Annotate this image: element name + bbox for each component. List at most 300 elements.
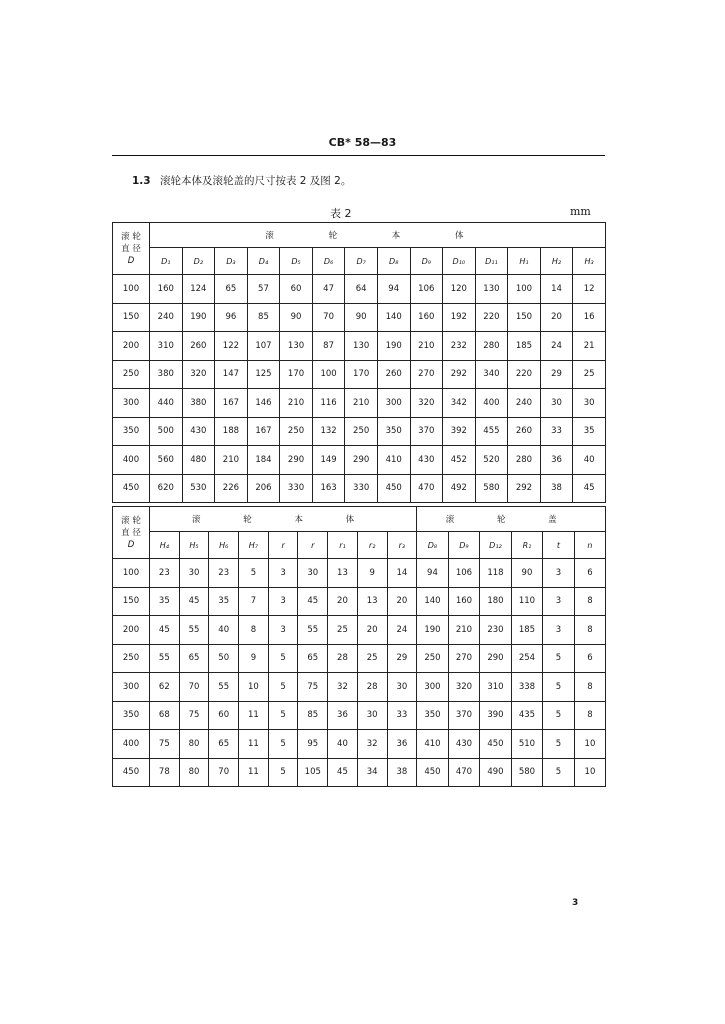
page-number: 3 (572, 898, 579, 908)
table-cell: 80 (179, 758, 209, 787)
table-cell: 167 (247, 417, 280, 446)
table-cell: 160 (448, 587, 480, 616)
table-row (113, 616, 606, 645)
row-diameter-cell: 250 (113, 360, 150, 389)
row-diameter-cell: 200 (113, 332, 150, 361)
row-diameter-cell: 300 (113, 673, 150, 702)
table-cell: 6 (574, 644, 606, 673)
table-cell: 250 (280, 417, 313, 446)
table-cell: 470 (448, 758, 480, 787)
table-cell: 78 (150, 758, 180, 787)
row-diameter-cell: 100 (113, 275, 150, 304)
table-cell: 370 (410, 417, 443, 446)
table-cell: 24 (387, 616, 417, 645)
table-cell: 450 (377, 474, 410, 503)
table-cell: 210 (345, 389, 378, 418)
table-cell: 5 (268, 673, 298, 702)
table-cell: 380 (150, 360, 183, 389)
table-cell: 292 (443, 360, 476, 389)
table-row (113, 332, 606, 361)
table-cell: 490 (480, 758, 512, 787)
table-cell: 30 (573, 389, 606, 418)
diameter-header (113, 223, 150, 275)
column-header: t (543, 532, 575, 559)
table-cell: 28 (328, 644, 358, 673)
column-header: D₉ (410, 248, 443, 275)
table-cell: 320 (410, 389, 443, 418)
table-cell: 185 (511, 616, 543, 645)
table-cell: 87 (312, 332, 345, 361)
table-cell: 118 (480, 559, 512, 588)
table-cell: 45 (573, 474, 606, 503)
table-cell: 70 (312, 303, 345, 332)
table-row (113, 389, 606, 418)
table-cell: 45 (298, 587, 328, 616)
table-cell: 250 (345, 417, 378, 446)
column-header: D₈ (377, 248, 410, 275)
table-cell: 60 (280, 275, 313, 304)
column-header: D₉ (448, 532, 480, 559)
table-cell: 62 (150, 673, 180, 702)
table-cell: 11 (239, 758, 269, 787)
section-intro (132, 173, 351, 188)
table-cell: 38 (540, 474, 573, 503)
table-cell: 57 (247, 275, 280, 304)
table-cell: 260 (377, 360, 410, 389)
diameter-header (113, 507, 150, 559)
table-cell: 480 (182, 446, 215, 475)
table-cell: 3 (543, 559, 575, 588)
column-header: D₅ (280, 248, 313, 275)
table-row (113, 559, 606, 588)
table-cell: 5 (268, 730, 298, 759)
table-cell: 185 (508, 332, 541, 361)
table-cell: 150 (508, 303, 541, 332)
table-row (113, 587, 606, 616)
table-cell: 30 (387, 673, 417, 702)
table-caption: 表 2 (330, 207, 352, 220)
table-cell: 170 (280, 360, 313, 389)
table-cell: 30 (179, 559, 209, 588)
table-cell: 47 (312, 275, 345, 304)
row-diameter-cell: 250 (113, 644, 150, 673)
table-cell: 36 (540, 446, 573, 475)
table-cell: 206 (247, 474, 280, 503)
table-cell: 5 (268, 758, 298, 787)
section-number: 1.3 (132, 175, 151, 187)
table-cell: 28 (357, 673, 387, 702)
row-diameter-cell: 150 (113, 303, 150, 332)
table-cell: 450 (480, 730, 512, 759)
table-cell: 392 (443, 417, 476, 446)
column-header: R₁ (511, 532, 543, 559)
table-cell: 40 (573, 446, 606, 475)
table-cell: 50 (209, 644, 239, 673)
table-cell: 430 (448, 730, 480, 759)
table-cell: 292 (508, 474, 541, 503)
table-cell: 55 (179, 616, 209, 645)
row-diameter-cell: 300 (113, 389, 150, 418)
table-cell: 20 (328, 587, 358, 616)
table-cell: 232 (443, 332, 476, 361)
table-cell: 580 (511, 758, 543, 787)
table-row (113, 701, 606, 730)
table-cell: 85 (247, 303, 280, 332)
table-cell: 12 (573, 275, 606, 304)
table-cell: 452 (443, 446, 476, 475)
table-cell: 160 (150, 275, 183, 304)
column-header: D₁₂ (480, 532, 512, 559)
table-cell: 64 (345, 275, 378, 304)
table-cell: 240 (150, 303, 183, 332)
table-cell: 160 (410, 303, 443, 332)
table-cell: 350 (377, 417, 410, 446)
table-cell: 11 (239, 730, 269, 759)
table-cell: 210 (280, 389, 313, 418)
table-cell: 300 (417, 673, 449, 702)
column-header: r₂ (357, 532, 387, 559)
table-cell: 130 (345, 332, 378, 361)
table-cell: 96 (215, 303, 248, 332)
table-cell: 110 (511, 587, 543, 616)
table-cell: 8 (239, 616, 269, 645)
table-cell: 3 (268, 616, 298, 645)
table-cell: 30 (357, 701, 387, 730)
table-cell: 94 (417, 559, 449, 588)
table-cell: 184 (247, 446, 280, 475)
table-row (113, 275, 606, 304)
table-cell: 5 (239, 559, 269, 588)
table-cell: 55 (209, 673, 239, 702)
table-cell: 116 (312, 389, 345, 418)
table-cell: 5 (543, 644, 575, 673)
table-cell: 75 (298, 673, 328, 702)
table-row (113, 360, 606, 389)
table-cell: 280 (508, 446, 541, 475)
row-diameter-cell: 150 (113, 587, 150, 616)
column-header: r (268, 532, 298, 559)
table-cell: 75 (150, 730, 180, 759)
table-cell: 390 (480, 701, 512, 730)
table-cell: 8 (574, 673, 606, 702)
column-header: D₁ (150, 248, 183, 275)
table-cell: 580 (475, 474, 508, 503)
column-header: r₃ (387, 532, 417, 559)
column-header: H₂ (540, 248, 573, 275)
table-cell: 210 (410, 332, 443, 361)
table-cell: 30 (298, 559, 328, 588)
diameter-header-line1: 滚 轮 (121, 231, 141, 242)
table-cell: 3 (543, 616, 575, 645)
dimension-table-part1 (112, 222, 606, 503)
table-cell: 9 (239, 644, 269, 673)
table-cell: 105 (298, 758, 328, 787)
table-cell: 190 (182, 303, 215, 332)
table-cell: 430 (182, 417, 215, 446)
table-cell: 35 (150, 587, 180, 616)
table-cell: 33 (540, 417, 573, 446)
table-cell: 10 (574, 730, 606, 759)
column-header: H₃ (573, 248, 606, 275)
table-cell: 330 (345, 474, 378, 503)
column-header: D₂ (182, 248, 215, 275)
table-cell: 55 (298, 616, 328, 645)
table-cell: 290 (480, 644, 512, 673)
table-cell: 410 (417, 730, 449, 759)
table-cell: 45 (328, 758, 358, 787)
table-cell: 8 (574, 701, 606, 730)
column-header: D₆ (312, 248, 345, 275)
section-text: 滚轮本体及滚轮盖的尺寸按表 2 及图 2。 (159, 175, 352, 187)
table-cell: 500 (150, 417, 183, 446)
table-cell: 5 (268, 644, 298, 673)
header-rule (112, 155, 605, 156)
table-cell: 190 (377, 332, 410, 361)
table-cell: 65 (209, 730, 239, 759)
dimension-table-part2 (112, 506, 606, 787)
table-cell: 342 (443, 389, 476, 418)
column-header: D₈ (417, 532, 449, 559)
table-row (113, 730, 606, 759)
table-cell: 163 (312, 474, 345, 503)
column-header: H₇ (239, 532, 269, 559)
table-cell: 20 (387, 587, 417, 616)
table-cell: 310 (150, 332, 183, 361)
row-diameter-cell: 200 (113, 616, 150, 645)
table-cell: 455 (475, 417, 508, 446)
table-cell: 40 (328, 730, 358, 759)
group-header-roller-body: 滚 轮 本 体 (150, 507, 417, 532)
table-cell: 320 (182, 360, 215, 389)
table-cell: 250 (417, 644, 449, 673)
table-cell: 70 (209, 758, 239, 787)
column-header: r (298, 532, 328, 559)
table-cell: 149 (312, 446, 345, 475)
table-cell: 370 (448, 701, 480, 730)
table-cell: 170 (345, 360, 378, 389)
table-cell: 270 (448, 644, 480, 673)
table-row (113, 446, 606, 475)
table-cell: 188 (215, 417, 248, 446)
table-cell: 14 (387, 559, 417, 588)
table-cell: 68 (150, 701, 180, 730)
table-cell: 40 (209, 616, 239, 645)
table-cell: 510 (511, 730, 543, 759)
table-cell: 11 (239, 701, 269, 730)
row-diameter-cell: 400 (113, 730, 150, 759)
table-cell: 520 (475, 446, 508, 475)
table-cell: 90 (345, 303, 378, 332)
table-cell: 5 (543, 730, 575, 759)
table-cell: 65 (215, 275, 248, 304)
table-cell: 260 (508, 417, 541, 446)
table-cell: 107 (247, 332, 280, 361)
table-cell: 106 (410, 275, 443, 304)
table-cell: 29 (540, 360, 573, 389)
table-cell: 23 (209, 559, 239, 588)
table-cell: 21 (573, 332, 606, 361)
diameter-header-symbol: D (127, 255, 135, 266)
table-cell: 350 (417, 701, 449, 730)
table-cell: 7 (239, 587, 269, 616)
table-cell: 147 (215, 360, 248, 389)
table-cell: 530 (182, 474, 215, 503)
table-cell: 16 (573, 303, 606, 332)
table-row (113, 673, 606, 702)
table-cell: 492 (443, 474, 476, 503)
diameter-header-line2: 直 径 (121, 243, 141, 254)
table-cell: 3 (543, 587, 575, 616)
table-cell: 132 (312, 417, 345, 446)
table-row (113, 644, 606, 673)
table-cell: 330 (280, 474, 313, 503)
table-cell: 440 (150, 389, 183, 418)
table-cell: 120 (443, 275, 476, 304)
table-cell: 90 (511, 559, 543, 588)
table-cell: 192 (443, 303, 476, 332)
table-cell: 95 (298, 730, 328, 759)
table-cell: 25 (357, 644, 387, 673)
table-cell: 3 (268, 559, 298, 588)
table-cell: 13 (357, 587, 387, 616)
table-cell: 226 (215, 474, 248, 503)
table-cell: 340 (475, 360, 508, 389)
column-header: D₃ (215, 248, 248, 275)
table-cell: 270 (410, 360, 443, 389)
table-cell: 30 (540, 389, 573, 418)
table-cell: 85 (298, 701, 328, 730)
diameter-header-symbol: D (127, 539, 135, 550)
table-cell: 190 (417, 616, 449, 645)
standard-code: CB* 58—83 (328, 136, 397, 149)
table-cell: 45 (150, 616, 180, 645)
table-cell: 60 (209, 701, 239, 730)
table-cell: 130 (280, 332, 313, 361)
table-cell: 140 (417, 587, 449, 616)
table-cell: 20 (540, 303, 573, 332)
table-cell: 25 (573, 360, 606, 389)
table-cell: 80 (179, 730, 209, 759)
column-header: H₆ (209, 532, 239, 559)
table-cell: 5 (543, 701, 575, 730)
column-header: H₄ (150, 532, 180, 559)
table-cell: 5 (268, 701, 298, 730)
table-cell: 5 (543, 758, 575, 787)
table-cell: 310 (480, 673, 512, 702)
table-cell: 10 (574, 758, 606, 787)
table-cell: 5 (543, 673, 575, 702)
table-cell: 450 (417, 758, 449, 787)
table-cell: 180 (480, 587, 512, 616)
table-cell: 32 (328, 673, 358, 702)
table-cell: 24 (540, 332, 573, 361)
unit-label: mm (570, 205, 591, 218)
table-cell: 8 (574, 587, 606, 616)
table-cell: 20 (357, 616, 387, 645)
diameter-header-line1: 滚 轮 (121, 515, 141, 526)
table-cell: 254 (511, 644, 543, 673)
table-cell: 32 (357, 730, 387, 759)
table-cell: 14 (540, 275, 573, 304)
table-cell: 560 (150, 446, 183, 475)
column-header: H₅ (179, 532, 209, 559)
table-cell: 3 (268, 587, 298, 616)
table-cell: 9 (357, 559, 387, 588)
group-header-roller-body: 滚 轮 本 体 (150, 223, 606, 248)
table-cell: 34 (357, 758, 387, 787)
table-cell: 400 (475, 389, 508, 418)
table-cell: 130 (475, 275, 508, 304)
table-cell: 410 (377, 446, 410, 475)
table-cell: 260 (182, 332, 215, 361)
table-cell: 320 (448, 673, 480, 702)
row-diameter-cell: 450 (113, 474, 150, 503)
column-header: n (574, 532, 606, 559)
table-cell: 100 (312, 360, 345, 389)
table-cell: 36 (328, 701, 358, 730)
column-header: D₁₁ (475, 248, 508, 275)
table-cell: 435 (511, 701, 543, 730)
table-cell: 55 (150, 644, 180, 673)
table-cell: 430 (410, 446, 443, 475)
table-cell: 125 (247, 360, 280, 389)
table-cell: 6 (574, 559, 606, 588)
table-cell: 106 (448, 559, 480, 588)
table-cell: 167 (215, 389, 248, 418)
table-cell: 210 (215, 446, 248, 475)
table-cell: 122 (215, 332, 248, 361)
group-header-roller-cover: 滚 轮 盖 (417, 507, 606, 532)
row-diameter-cell: 450 (113, 758, 150, 787)
table-cell: 35 (573, 417, 606, 446)
column-header: D₇ (345, 248, 378, 275)
table-cell: 38 (387, 758, 417, 787)
table-cell: 220 (508, 360, 541, 389)
column-header: r₁ (328, 532, 358, 559)
table-cell: 45 (179, 587, 209, 616)
table-cell: 8 (574, 616, 606, 645)
table-cell: 65 (179, 644, 209, 673)
table-cell: 620 (150, 474, 183, 503)
table-row (113, 758, 606, 787)
table-cell: 380 (182, 389, 215, 418)
table-cell: 280 (475, 332, 508, 361)
table-cell: 70 (179, 673, 209, 702)
table-cell: 146 (247, 389, 280, 418)
table-row (113, 474, 606, 503)
table-cell: 25 (328, 616, 358, 645)
table-row (113, 417, 606, 446)
table-cell: 90 (280, 303, 313, 332)
table-cell: 140 (377, 303, 410, 332)
table-cell: 210 (448, 616, 480, 645)
row-diameter-cell: 350 (113, 701, 150, 730)
table-cell: 29 (387, 644, 417, 673)
table-cell: 23 (150, 559, 180, 588)
table-cell: 290 (280, 446, 313, 475)
table-cell: 338 (511, 673, 543, 702)
table-cell: 94 (377, 275, 410, 304)
table-cell: 75 (179, 701, 209, 730)
table-cell: 300 (377, 389, 410, 418)
table-cell: 100 (508, 275, 541, 304)
table-cell: 65 (298, 644, 328, 673)
table-cell: 36 (387, 730, 417, 759)
table-cell: 230 (480, 616, 512, 645)
table-cell: 470 (410, 474, 443, 503)
table-cell: 240 (508, 389, 541, 418)
column-header: D₄ (247, 248, 280, 275)
